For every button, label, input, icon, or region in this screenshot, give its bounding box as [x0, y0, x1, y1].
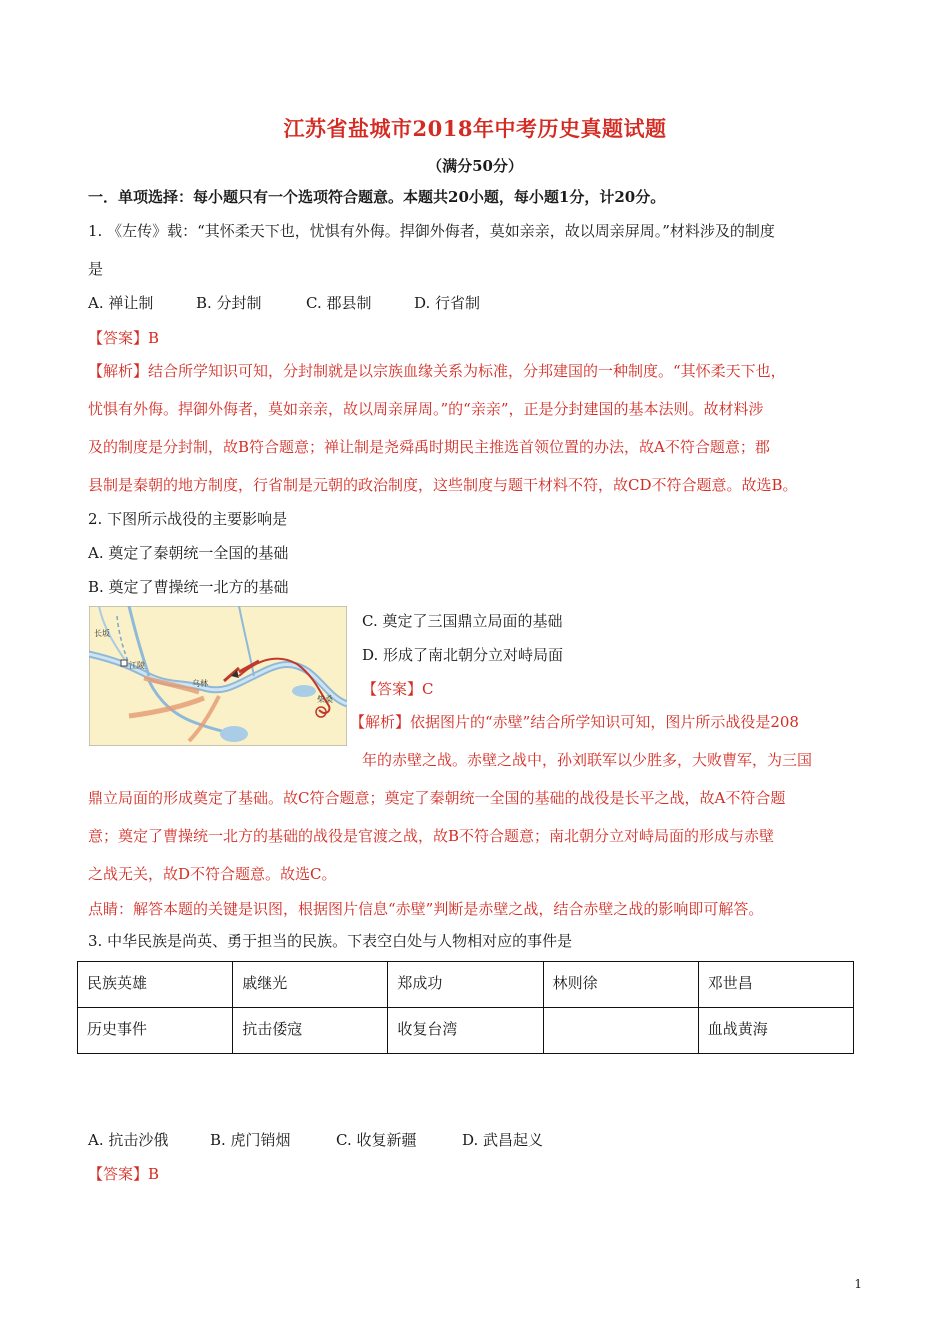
q2-analysis-line: 【解析】依据图片的“赤壁”结合所学知识可知，图片所示战役是208: [350, 713, 799, 731]
table-cell: 抗击倭寇: [233, 1008, 388, 1054]
table-cell: 收复台湾: [388, 1008, 543, 1054]
q1-analysis-line: 【解析】结合所学知识可知，分封制就是以宗族血缘关系为标准，分邦建国的一种制度。“其怀柔天下也，: [88, 362, 786, 380]
map-label-chaisang: 柴桑: [317, 695, 333, 704]
q1-option-b: B. 分封制: [196, 294, 262, 312]
q2-option-b: B. 奠定了曹操统一北方的基础: [88, 578, 289, 596]
q2-analysis-line: 年的赤壁之战。赤壁之战中，孙刘联军以少胜多，大败曹军，为三国: [362, 751, 813, 769]
q1-analysis-line: 及的制度是分封制，故B符合题意；禅让制是尧舜禹时期民主推选首领位置的办法，故A不符合题意；郡: [88, 438, 770, 456]
q2-analysis-line: 鼎立局面的形成奠定了基础。故C符合题意；奠定了秦朝统一全国的基础的战役是长平之战，故A不符合题: [88, 789, 786, 807]
q1-analysis-line: 县制是秦朝的地方制度，行省制是元朝的政治制度，这些制度与题干材料不符，故CD不符合题意。故选B。: [88, 476, 798, 494]
section-heading: 一．单项选择：每小题只有一个选项符合题意。本题共20小题，每小题1分，计20分。: [88, 188, 666, 206]
map-label-jiangling: 江陵: [129, 661, 145, 670]
q2-option-a: A. 奠定了秦朝统一全国的基础: [88, 544, 289, 562]
q1-options: [88, 293, 480, 313]
table-cell: 血战黄海: [698, 1008, 853, 1054]
q1-stem-line1: 1. 《左传》载：“其怀柔天下也，忧惧有外侮。捍御外侮者，莫如亲亲，故以周亲屏周。”材料涉及的制度: [88, 222, 775, 240]
q1-stem-line2: 是: [88, 260, 104, 278]
q2-answer: 【答案】C: [362, 680, 434, 698]
q1-option-a: A. 禅让制: [88, 294, 154, 312]
q1-option-c: C. 郡县制: [306, 294, 372, 312]
q1-answer: 【答案】B: [88, 329, 160, 347]
map-label-changban: 长坂: [94, 629, 110, 638]
table-cell: 历史事件: [78, 1008, 233, 1054]
q1-analysis-line: 忧惧有外侮。捍御外侮者，莫如亲亲，故以周亲屏周。”的“亲亲”，正是分封建国的基本法则。故材料涉: [88, 400, 764, 418]
q3-option-c: C. 收复新疆: [336, 1131, 417, 1149]
page-title: 江苏省盐城市2018年中考历史真题试题: [283, 116, 667, 141]
q3-answer: 【答案】B: [88, 1165, 160, 1183]
q3-options: [88, 1130, 543, 1150]
full-score-note: （满分50分）: [427, 157, 523, 175]
page-number: 1: [854, 1277, 862, 1291]
q3-option-a: A. 抗击沙俄: [88, 1131, 169, 1149]
q3-stem: 3. 中华民族是尚英、勇于担当的民族。下表空白处与人物相对应的事件是: [88, 932, 573, 950]
q3-option-b: B. 虎门销烟: [210, 1131, 291, 1149]
table-cell-blank: [543, 1008, 698, 1054]
q2-option-d: D. 形成了南北朝分立对峙局面: [362, 646, 564, 664]
table-cell: 邓世昌: [698, 962, 853, 1008]
q2-stem: 2. 下图所示战役的主要影响是: [88, 510, 288, 528]
q2-analysis-line: 意；奠定了曹操统一北方的基础的战役是官渡之战，故B不符合题意；南北朝分立对峙局面的形成与赤壁: [88, 827, 775, 845]
q1-option-d: D. 行省制: [414, 294, 481, 312]
q2-tip: 点睛：解答本题的关键是识图，根据图片信息“赤壁”判断是赤壁之战，结合赤壁之战的影响即可解答。: [88, 900, 764, 918]
q2-option-c: C. 奠定了三国鼎立局面的基础: [362, 612, 563, 630]
q2-analysis-line: 之战无关，故D不符合题意。故选C。: [88, 865, 337, 883]
table-cell: 戚继光: [233, 962, 388, 1008]
table-row: [78, 962, 854, 1008]
table-cell: 民族英雄: [78, 962, 233, 1008]
red-cliffs-battle-map: [89, 606, 347, 746]
q3-option-d: D. 武昌起义: [462, 1131, 544, 1149]
heroes-events-table: [77, 961, 854, 1054]
table-cell: 郑成功: [388, 962, 543, 1008]
table-row: [78, 1008, 854, 1054]
map-label-wulin: 乌林: [192, 679, 208, 688]
table-cell: 林则徐: [543, 962, 698, 1008]
